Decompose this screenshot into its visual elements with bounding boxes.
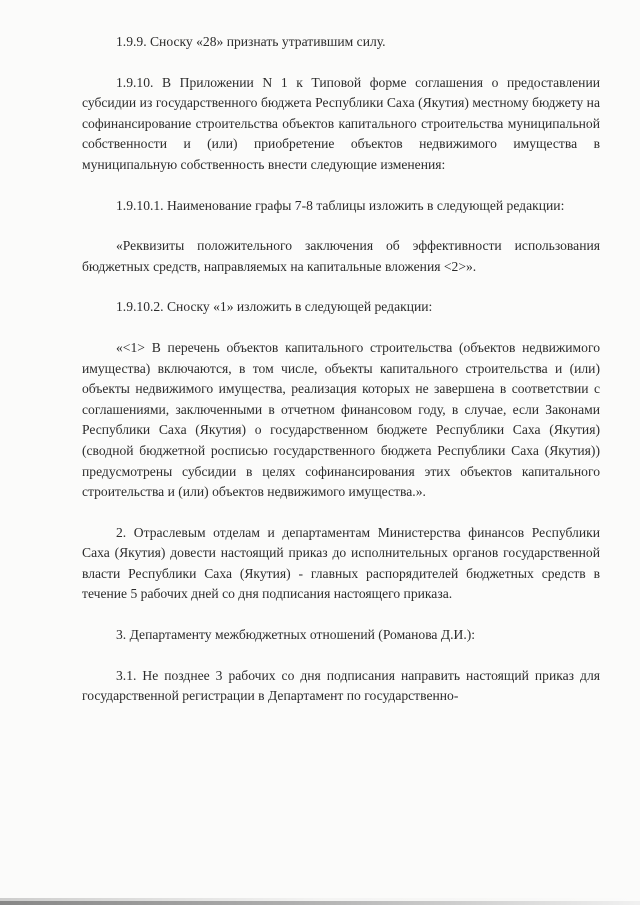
paragraph-column-name-quote: «Реквизиты положительного заключения об эффективности использования бюджетных средств, направляемых на капитальные вложения <2>».: [82, 238, 600, 274]
paragraph-footnote-quote: «<1> В перечень объектов капитального строительства (объектов недвижимого имущества) включаются, в том числе, объекты капитального строительства и (или) объекты недвижимого имущества, реализация которых не завершена в соответствии с соглашениями, заключенными в отчетном финансовом году, в случае, если Законами Республики Саха (Якутия) о государственном бюджете Республики Саха (Якутия) (сводной бюджетной росписью государственного бюджета Республики Саха (Якутия)) предусмотрены субсидии в целях софинансирования этих объектов капитального строительства и (или) объектов недвижимого имущества.».: [82, 339, 600, 500]
paragraph-2: 2. Отраслевым отделам и департаментам Министерства финансов Республики Саха (Якутия) довести настоящий приказ до исполнительных органов государственной власти Республики Саха (Якутия) - главных распорядителей бюджетных средств в течение 5 рабочих дней со дня подписания настоящего приказа.: [82, 524, 600, 602]
scan-bottom-edge: [0, 901, 640, 905]
paragraph-1-9-10-2: 1.9.10.2. Сноску «1» изложить в следующей редакции:: [116, 299, 433, 315]
document-body: [82, 32, 600, 727]
paragraph-1-9-10: 1.9.10. В Приложении N 1 к Типовой форме соглашения о предоставлении субсидии из государственного бюджета Республики Саха (Якутия) местному бюджету на софинансирование строительства объектов капитального строительства муниципальной собственности и (или) приобретение объектов недвижимого имущества в муниципальную собственность внести следующие изменения:: [82, 74, 600, 172]
paragraph-3-1: 3.1. Не позднее 3 рабочих со дня подписания направить настоящий приказ для государственной регистрации в Департамент по государственно-: [82, 667, 600, 704]
paragraph-1-9-9: 1.9.9. Сноску «28» признать утратившим силу.: [116, 34, 386, 49]
paragraph-3: 3. Департаменту межбюджетных отношений (Романова Д.И.):: [116, 627, 476, 643]
paragraph-1-9-10-1: 1.9.10.1. Наименование графы 7-8 таблицы изложить в следующей редакции:: [116, 197, 565, 213]
